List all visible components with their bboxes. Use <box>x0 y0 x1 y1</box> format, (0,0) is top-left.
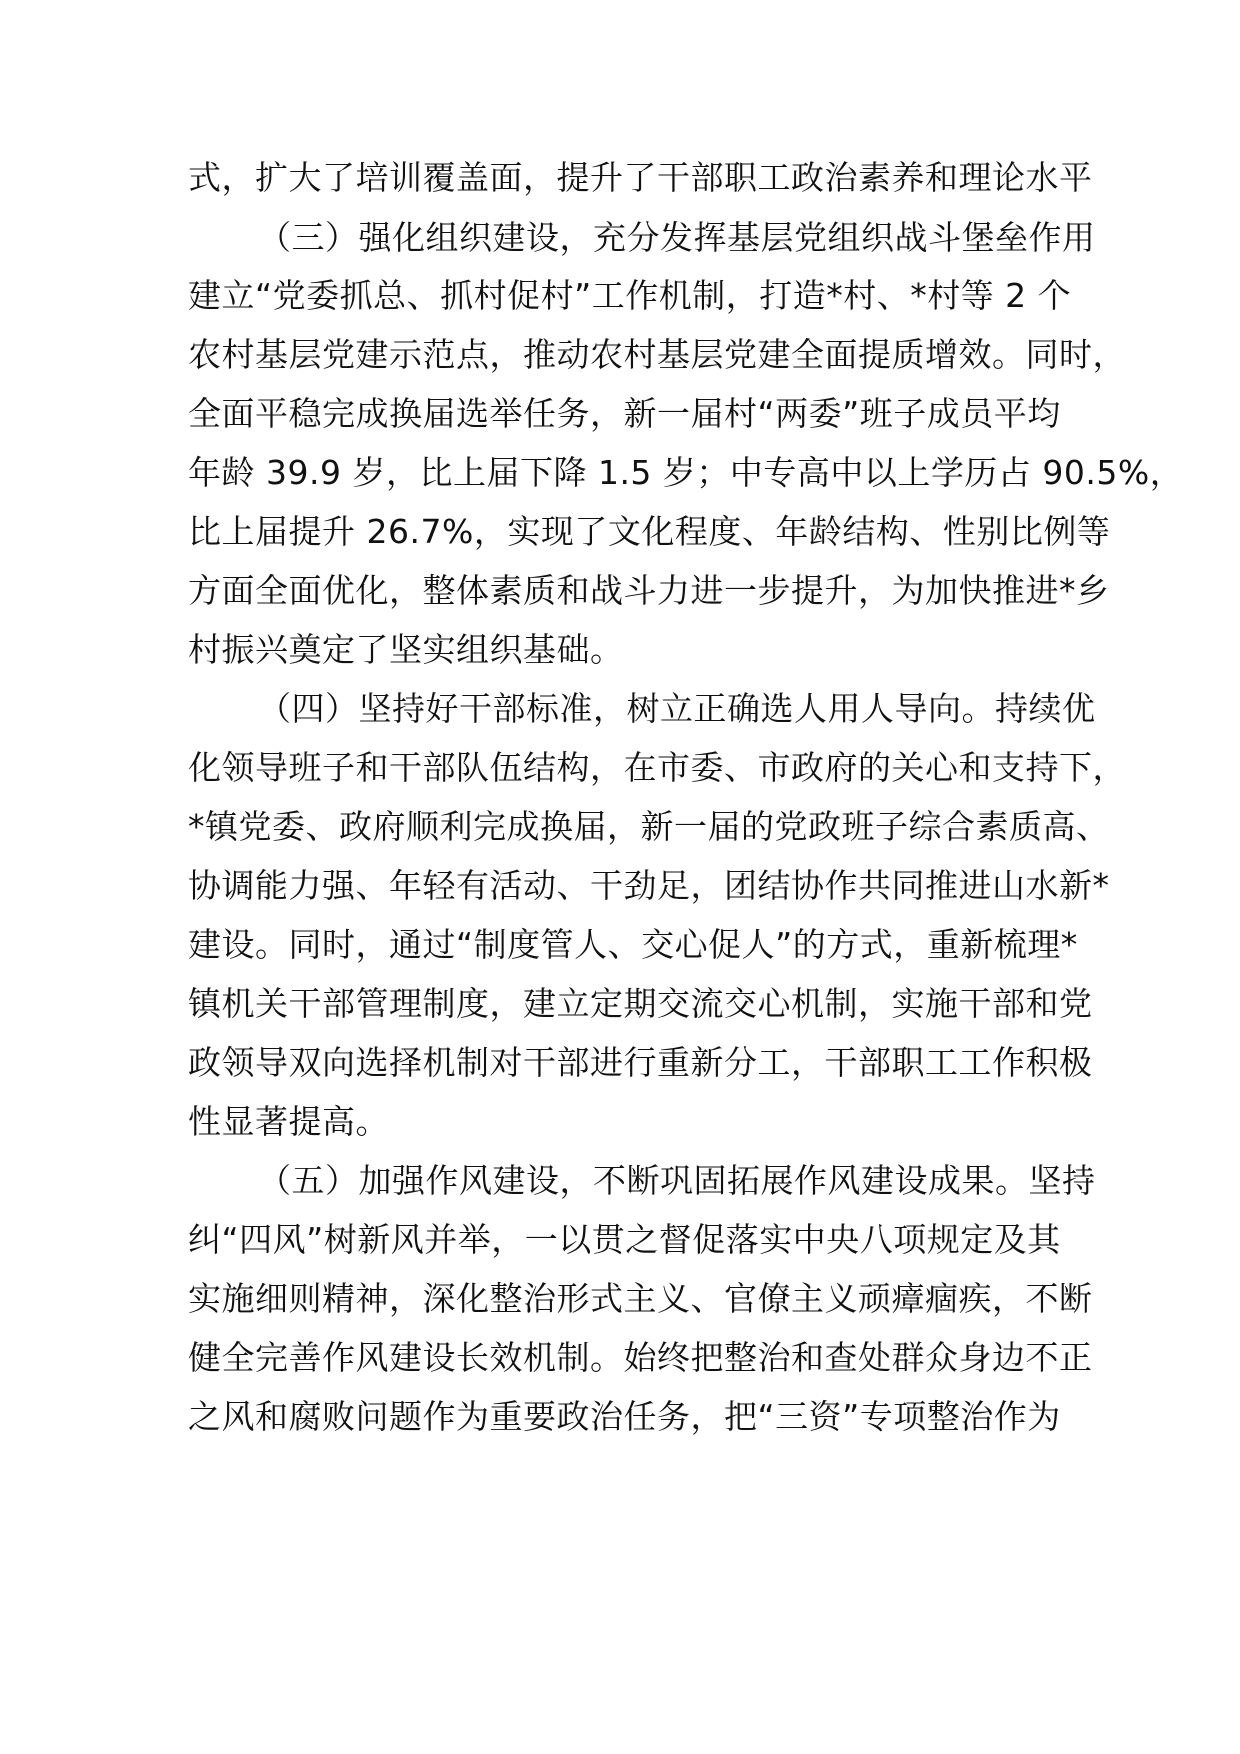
text-line: 协调能力强、年轻有活动、干劲足，团结协作共同推进山水新* <box>188 866 1110 905</box>
text-line: 比上届提升 26.7%，实现了文化程度、年龄结构、性别比例等 <box>188 512 1111 551</box>
text-line: 实施细则精神，深化整治形式主义、官僚主义顽瘴痼疾，不断 <box>188 1279 1093 1318</box>
text-line: 建设。同时，通过“制度管人、交心促人”的方式，重新梳理* <box>188 925 1078 964</box>
text-line: 方面全面优化，整体素质和战斗力进一步提升，为加快推进*乡 <box>188 571 1110 610</box>
text-line: 政领导双向选择机制对干部进行重新分工，干部职工工作积极 <box>188 1043 1093 1082</box>
section-heading-4: （四）坚持好干部标准，树立正确选人用人导向。持续优 <box>258 689 1096 728</box>
text-line: 全面平稳完成换届选举任务，新一届村“两委”班子成员平均 <box>188 394 1061 433</box>
text-line: 化领导班子和干部队伍结构，在市委、市政府的关心和支持下， <box>188 748 1126 787</box>
text-line: 性显著提高。 <box>188 1102 389 1141</box>
text-line: 健全完善作风建设长效机制。始终把整治和查处群众身边不正 <box>188 1338 1093 1377</box>
text-line: 村振兴奠定了坚实组织基础。 <box>188 630 624 669</box>
text-line: 式，扩大了培训覆盖面，提升了干部职工政治素养和理论水平 <box>188 158 1093 197</box>
text-line: 纠“四风”树新风并举，一以贯之督促落实中央八项规定及其 <box>188 1220 1061 1259</box>
text-line: 农村基层党建示范点，推动农村基层党建全面提质增效。同时， <box>188 335 1126 374</box>
text-line: 镇机关干部管理制度，建立定期交流交心机制，实施干部和党 <box>188 984 1093 1023</box>
text-line: *镇党委、政府顺利完成换届，新一届的党政班子综合素质高、 <box>188 807 1110 846</box>
section-heading-5: （五）加强作风建设，不断巩固拓展作风建设成果。坚持 <box>258 1161 1096 1200</box>
text-line: 建立“党委抓总、抓村促村”工作机制，打造*村、*村等 2 个 <box>188 276 1072 315</box>
section-heading-3: （三）强化组织建设，充分发挥基层党组织战斗堡垒作用 <box>258 218 1096 257</box>
text-line: 之风和腐败问题作为重要政治任务，把“三资”专项整治作为 <box>188 1397 1061 1436</box>
text-line: 年龄 39.9 岁，比上届下降 1.5 岁；中专高中以上学历占 90.5%， <box>188 453 1184 492</box>
